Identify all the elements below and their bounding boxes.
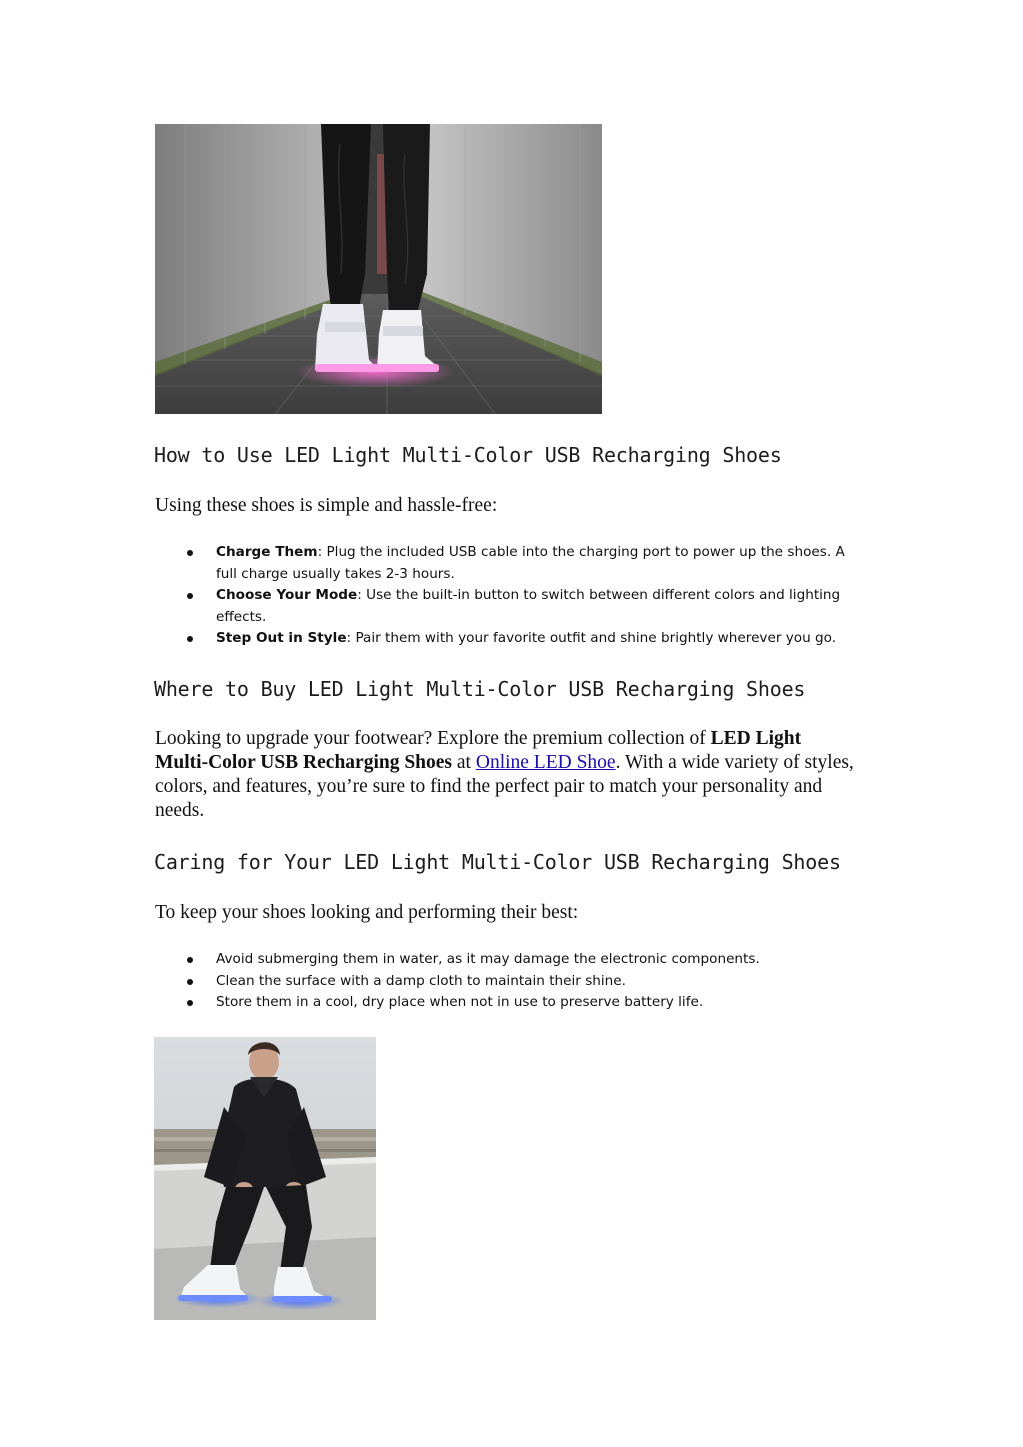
caring-intro: To keep your shoes looking and performing their best:: [155, 902, 579, 923]
list-item: Store them in a cool, dry place when not in use to preserve battery life.: [154, 992, 854, 1014]
paragraph-text: at: [452, 752, 476, 773]
product-name: LED Light Multi-Color USB Recharging Shoes: [155, 728, 802, 773]
item-text: : Plug the included USB cable into the charging port to power up the shoes. A full charge usually takes 2-3 hours.: [216, 544, 845, 582]
how-to-use-list: [154, 542, 854, 650]
item-text: : Use the built-in button to switch between different colors and lighting effects.: [216, 587, 841, 625]
list-item: Avoid submerging them in water, as it may damage the electronic components.: [154, 949, 854, 971]
where-to-buy-heading: Where to Buy LED Light Multi-Color USB Recharging Shoes: [154, 677, 806, 701]
list-item: [154, 585, 854, 628]
list-item: [154, 628, 854, 650]
list-item: [154, 542, 854, 585]
item-label: Step Out in Style: [216, 630, 347, 646]
paragraph-text: . With a wide variety of styles, colors, and features, you’re sure to find the perfect pair to match your personality and needs.: [155, 752, 854, 821]
how-to-use-heading: How to Use LED Light Multi-Color USB Recharging Shoes: [154, 443, 782, 467]
hallway-shoes-photo: [155, 124, 602, 414]
item-label: Charge Them: [216, 544, 318, 560]
man-seated-shoes-photo: [154, 1037, 376, 1320]
item-text: : Pair them with your favorite outfit and shine brightly wherever you go.: [346, 630, 837, 646]
where-to-buy-paragraph: [155, 727, 855, 823]
caring-heading: Caring for Your LED Light Multi-Color USB Recharging Shoes: [154, 850, 841, 874]
online-led-shoe-link[interactable]: Online LED Shoe: [475, 752, 616, 773]
list-item: Clean the surface with a damp cloth to maintain their shine.: [154, 971, 854, 993]
item-label: Choose Your Mode: [216, 587, 358, 603]
caring-list: [154, 949, 854, 1014]
how-to-use-intro: Using these shoes is simple and hassle-free:: [155, 495, 498, 516]
paragraph-text: Looking to upgrade your footwear? Explore the premium collection of: [155, 728, 711, 749]
